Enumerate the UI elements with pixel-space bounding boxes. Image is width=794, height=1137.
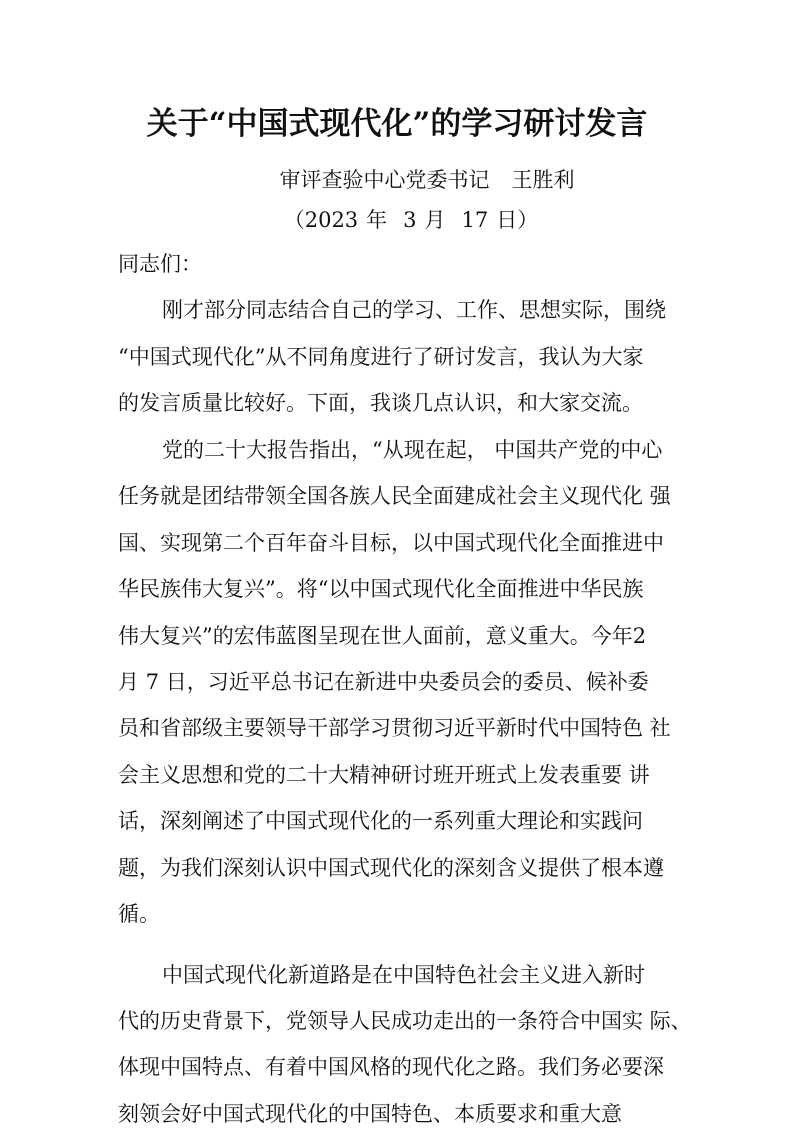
text-line: 循。: [118, 902, 160, 927]
text-line: 任务就是团结带领全国各族人民全面建成社会主义现代化 强: [118, 484, 671, 509]
text-line: 国、实现第二个百年奋斗目标，以中国式现代化全面推进中: [118, 530, 664, 555]
author-line: [0, 160, 794, 200]
date-open-paren: （: [283, 208, 305, 232]
text-line: 中国式现代化新道路是在中国特色社会主义进入新时: [162, 962, 645, 987]
speech-date: [0, 200, 794, 240]
document-title: 关于“中国式现代化”的学习研讨发言: [146, 106, 648, 142]
text-line: 会主义思想和党的二十大精神研讨班开班式上发表重要 讲: [118, 762, 650, 787]
date-day-unit: 日: [496, 208, 518, 232]
text-line: 刚才部分同志结合自己的学习、工作、思想实际，围绕: [162, 298, 666, 323]
author-name: 王胜利: [511, 168, 575, 192]
date-month-unit: 月: [424, 208, 446, 232]
text-line: 伟大复兴”的宏伟蓝图呈现在世人面前，意义重大。今年2: [118, 623, 647, 648]
date-close-paren: ）: [517, 208, 539, 232]
text-line: 体现中国特点、有着中国风格的现代化之路。我们务必要深: [118, 1055, 664, 1080]
text-line: “中国式现代化”从不同角度进行了研讨发言，我认为大家: [118, 344, 644, 369]
text-line: 话，深刻阐述了中国式现代化的一系列重大理论和实践问: [118, 809, 643, 834]
date-day: 17: [461, 208, 489, 232]
text-line: 月 7 日，习近平总书记在新进中央委员会的委员、候补委: [118, 669, 649, 694]
author-position: 审评查验中心党委书记: [279, 168, 490, 192]
text-line: 代的历史背景下，党领导人民成功走出的一条符合中国实 际、: [118, 1009, 692, 1033]
text-line: 的发言质量比较好。下面，我谈几点认识，和大家交流。: [118, 391, 643, 416]
text-line: 题，为我们深刻认识中国式现代化的深刻含义提供了根本遵: [118, 855, 664, 880]
speech-body: [118, 241, 738, 1137]
text-line: 华民族伟大复兴”。将“以中国式现代化全面推进中华民族: [118, 577, 644, 602]
date-year-unit: 年: [366, 208, 388, 232]
date-month: 3: [403, 208, 417, 232]
date-year: 2023: [304, 208, 359, 232]
salutation: 同志们：: [118, 252, 202, 276]
text-line: 刻领会好中国式现代化的中国特色、本质要求和重大意: [118, 1101, 622, 1126]
text-line: 员和省部级主要领导干部学习贯彻习近平新时代中国特色 社: [118, 716, 671, 741]
text-line: 党的二十大报告指出，“从现在起， 中国共产党的中心: [162, 437, 663, 462]
